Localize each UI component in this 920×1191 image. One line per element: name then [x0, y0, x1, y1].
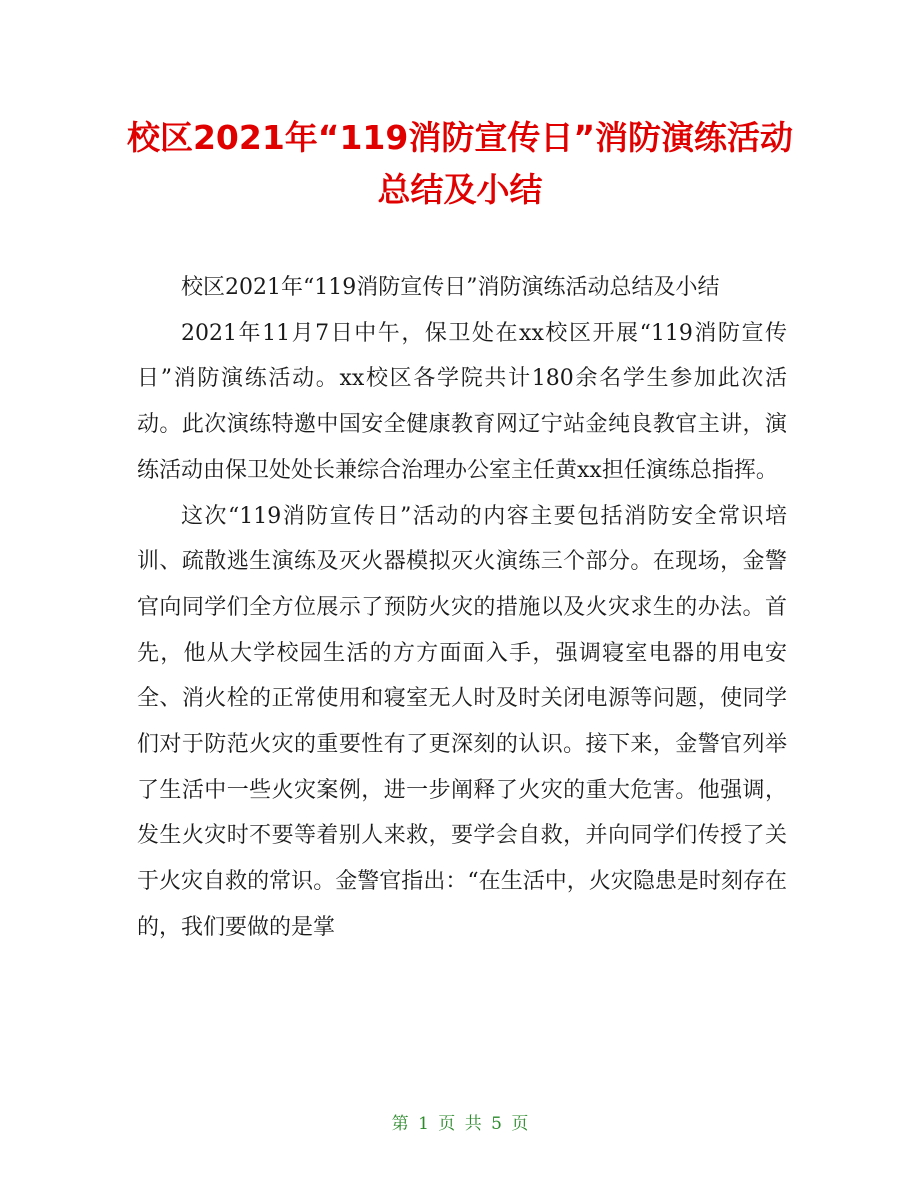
page-number-footer: 第 1 页 共 5 页	[391, 1114, 529, 1134]
title-line-2: 总结及小结	[377, 170, 543, 209]
paragraph-event-overview: 2021年11月7日中午，保卫处在xx校区开展“119消防宣传日”消防演练活动。xx校区各学院共计180余名学生参加此次活动。此次演练特邀中国安全健康教育网辽宁站金纯良教官主讲，演练活动由保卫处处长兼综合治理办公室主任黄xx担任演练总指挥。	[137, 320, 787, 483]
document-title	[120, 112, 800, 216]
document-body	[137, 265, 787, 951]
paragraph-heading-repeat: 校区2021年“119消防宣传日”消防演练活动总结及小结	[181, 275, 720, 300]
paragraph-event-content: 这次“119消防宣传日”活动的内容主要包括消防安全常识培训、疏散逃生演练及灭火器模拟灭火演练三个部分。在现场，金警官向同学们全方位展示了预防火灾的措施以及火灾求生的办法。首先，他从大学校园生活的方方面面入手，强调寝室电器的用电安全、消火栓的正常使用和寝室无人时及时关闭电源等问题，使同学们对于防范火灾的重要性有了更深刻的认识。接下来，金警官列举了生活中一些火灾案例，进一步阐释了火灾的重大危害。他强调，发生火灾时不要等着别人来救，要学会自救，并向同学们传授了关于火灾自救的常识。金警官指出：“在生活中，火灾隐患是时刻存在的，我们要做的是掌	[137, 503, 787, 940]
title-line-1: 校区2021年“119消防宣传日”消防演练活动	[126, 118, 794, 157]
